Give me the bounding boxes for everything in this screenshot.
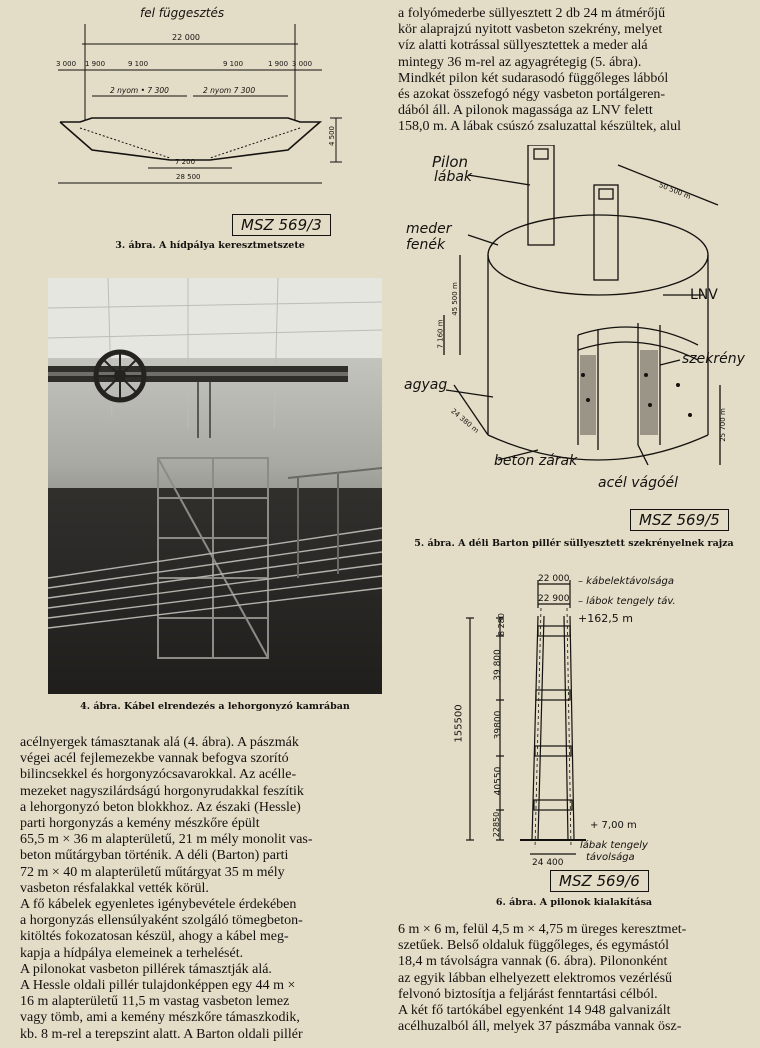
fig6-dim-s1: 8 280 xyxy=(496,613,506,636)
fig5-label-pilon: Pilon xyxy=(432,153,469,171)
fig5-label-acel-vagoel: acél vágóél xyxy=(598,475,679,491)
right-column-bottom-text: 6 m × 6 m, felül 4,5 m × 4,75 m üreges keresztmet- szetűek. Belső oldaluk függőleges, és egymástól 18,4 m távolságra vannak (6. ábra). Pilononként az egyik lábban elhelyezett elektromos vezérlésű felvonó biztosítja a feljárást fenntartási célból. A két fő tartókábel egyenként 14 948 galvanizált acélhuzalból áll, melyek 37 pászmába vannak ösz- xyxy=(398,922,687,1035)
fig5-label-beton-zarak: beton zárak xyxy=(494,453,578,469)
fig5-label-meder: meder xyxy=(406,221,452,237)
deck-section-drawing xyxy=(40,0,380,220)
fig5-dim-4: 24 380 m xyxy=(449,407,481,435)
figure-6-pylon-elevation xyxy=(440,568,750,893)
left-column-text: acélnyergek támasztanak alá (4. ábra). A pászmák végei acél fejlemezekbe vannak befogva szorító bilincsekkel és horgonyzócsavarokkal. Az acélle- mezeket nagyszilárdságú horgonyrudakkal feszítik a lehorgonyzó beton blokkhoz. Az északi (Hessle) parti horgonyzás a kemény mészkőre épült 65,5 m × 36 m alapterületű, 21 m mély monolit vas- beton műtárgyban történik. A déli (Barton) parti 72 m × 40 m alapterületű műtárgyat 35 m mély vasbeton résfalakkal vették körül. A fő kábelek egyenletes igénybevétele érdekében a horgonyzás ellensúlyaként szolgáló tömegbeton- kitöltés fokozatosan készül, ahogy a kábel meg- kapja a hídpálya elemeinek a terhelését. A pilonokat vasbeton pillérek támasztják alá. A Hessle oldali pillér tulajdonképpen egy 44 m × 16 m alapterületű 11,5 m vastag vasbeton lemez vagy tömb, ami a kemény mészkőre támaszkodik, kb. 8 m-rel a terepszint alatt. A Barton oldali pillér xyxy=(20,735,313,1042)
fig3-dim-5: 1 900 xyxy=(268,60,289,68)
fig3-dim-2: 1 900 xyxy=(85,60,106,68)
fig6-caption: 6. ábra. A pilonok kialakítása xyxy=(495,897,653,908)
fig3-track-left: 2 nyom • 7 300 xyxy=(110,86,169,95)
fig5-caption: 5. ábra. A déli Barton pillér süllyesztett szekrényelnek rajza xyxy=(414,538,734,549)
fig5-dim-2: 45 500 m xyxy=(450,282,459,316)
fig5-label-labak: lábak xyxy=(434,169,473,185)
fig5-dim-1: 50 500 m xyxy=(657,181,692,201)
fig3-dim-3: 9 100 xyxy=(128,60,149,68)
fig5-label-agyag: agyag xyxy=(404,377,448,393)
fig6-dim-s3: 39800 xyxy=(493,710,504,740)
fig6-dim-top1: 22 000 xyxy=(538,574,570,584)
fig6-label-elev-bottom: + 7,00 m xyxy=(590,820,637,831)
caisson-drawing xyxy=(398,145,750,545)
fig6-label-kabelek: – kábelektávolsága xyxy=(578,576,674,587)
fig3-total-dim: 22 000 xyxy=(172,33,200,42)
fig6-label-labak-tengely-bottom-2: távolsága xyxy=(586,852,635,863)
fig5-label-szekreny: szekrény xyxy=(682,351,745,367)
right-column-top-text: a folyómederbe süllyesztett 2 db 24 m átmérőjű kör alaprajzú nyitott vasbeton szekrény, melyet víz alatti kotrással süllyesztettek a meder alá mintegy 36 m-rel az agyagrétegig (5. ábra). Mindkét pilon két sudarasodó függőleges lábból és azokat összefogó négy vasbeton portálgeren- dából áll. A pilonok magassága az LNV felett 158,0 m. A lábak csúszó zsaluzattal készültek, alul xyxy=(398,6,682,135)
fig5-dim-3: 7 160 m xyxy=(436,319,445,349)
fig5-label-lnv: LNV xyxy=(690,287,718,303)
fig6-dim-total: 155500 xyxy=(453,704,465,743)
fig5-label-fenek: fenék xyxy=(406,237,446,253)
anchorage-photo-image xyxy=(48,278,382,694)
fig6-dim-bottom: 24 400 xyxy=(532,858,564,868)
fig5-dim-5: 25 700 m xyxy=(718,408,727,442)
fig3-track-right: 2 nyom 7 300 xyxy=(203,86,256,95)
fig3-caption: 3. ábra. A hídpálya keresztmetszete xyxy=(115,240,305,251)
figure-5-caisson-drawing xyxy=(398,145,750,545)
fig6-label-labak-tengely-top: – lábok tengely táv. xyxy=(578,596,676,607)
fig6-dim-s4: 40550 xyxy=(493,766,504,796)
fig6-dim-top2: 22 900 xyxy=(538,594,570,604)
fig3-bottom-dim: 28 500 xyxy=(176,173,201,181)
fig3-stamp: MSZ 569/3 xyxy=(232,214,331,236)
fig6-dim-s2: 39 800 xyxy=(492,649,503,681)
figure-4-anchorage-photo xyxy=(48,278,382,694)
figure-3-deck-cross-section xyxy=(40,0,380,234)
fig6-label-labak-tengely-bottom-1: lábak tengely xyxy=(580,840,648,851)
fig3-dim-4: 9 100 xyxy=(223,60,244,68)
fig3-dim-6: 3 000 xyxy=(292,60,313,68)
fig6-stamp: MSZ 569/6 xyxy=(550,870,649,892)
fig4-caption: 4. ábra. Kábel elrendezés a lehorgonyzó kamrában xyxy=(80,701,350,712)
fig6-dim-s5: 22850 xyxy=(492,811,502,838)
fig3-top-label: fel függesztés xyxy=(140,6,225,20)
fig3-inner-dim: 7 200 xyxy=(175,158,196,166)
fig5-stamp: MSZ 569/5 xyxy=(630,509,729,531)
fig3-height-dim: 4 500 xyxy=(328,125,337,147)
fig6-label-elev-top: +162,5 m xyxy=(578,612,633,625)
fig3-dim-1: 3 000 xyxy=(56,60,77,68)
